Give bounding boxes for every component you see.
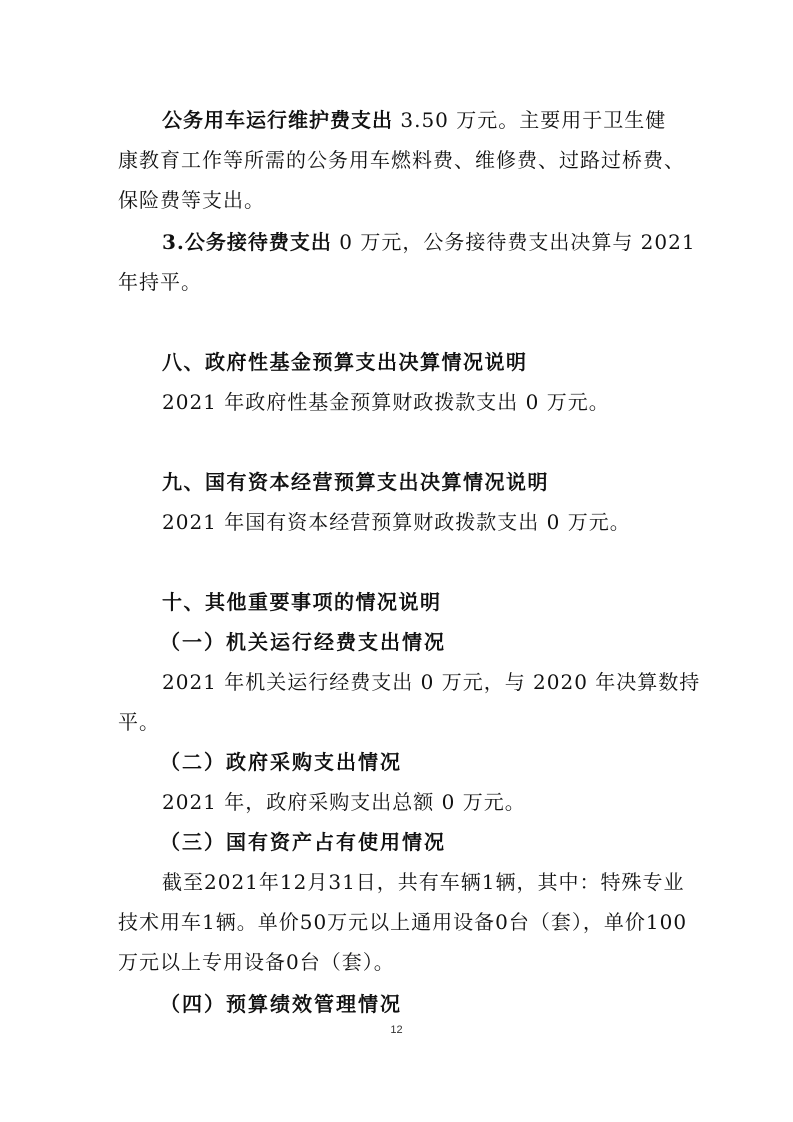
section-10-sub-3-line-1: 截至2021年12月31日，共有车辆1辆，其中：特殊专业 — [162, 870, 685, 894]
reception-line-1 — [162, 228, 696, 256]
section-10-sub-2-text: 2021 年，政府采购支出总额 0 万元。 — [162, 790, 526, 814]
section-9-heading: 九、国有资本经营预算支出决算情况说明 — [162, 470, 549, 494]
section-10-sub-2-heading: （二）政府采购支出情况 — [160, 750, 402, 774]
reception-text: 0 万元，公务接待费支出决算与 2021 — [331, 230, 696, 254]
vehicle-maintenance-label: 公务用车运行维护费支出 — [162, 108, 393, 132]
section-10-sub-1-heading: （一）机关运行经费支出情况 — [160, 630, 446, 654]
section-10-sub-4-heading: （四）预算绩效管理情况 — [160, 992, 402, 1016]
vehicle-maintenance-line-1 — [162, 106, 666, 134]
reception-label: 3.公务接待费支出 — [162, 230, 332, 254]
section-10-heading: 十、其他重要事项的情况说明 — [162, 590, 442, 614]
section-10-sub-3-heading: （三）国有资产占有使用情况 — [160, 830, 446, 854]
vehicle-maintenance-line-3: 保险费等支出。 — [118, 188, 265, 212]
section-10-sub-1-line-1: 2021 年机关运行经费支出 0 万元，与 2020 年决算数持 — [162, 670, 701, 694]
section-9-text: 2021 年国有资本经营预算财政拨款支出 0 万元。 — [162, 510, 631, 534]
vehicle-maintenance-text: 3.50 万元。主要用于卫生健 — [393, 108, 667, 132]
section-8-text: 2021 年政府性基金预算财政拨款支出 0 万元。 — [162, 390, 610, 414]
page-number: 12 — [390, 1024, 403, 1036]
section-10-sub-3-line-2: 技术用车1辆。单价50万元以上通用设备0台（套），单价100 — [118, 910, 688, 934]
section-10-sub-3-line-3: 万元以上专用设备0台（套）。 — [118, 950, 395, 974]
reception-line-2: 年持平。 — [118, 270, 202, 294]
section-10-sub-1-line-2: 平。 — [118, 710, 160, 734]
section-8-heading: 八、政府性基金预算支出决算情况说明 — [162, 350, 528, 374]
vehicle-maintenance-line-2: 康教育工作等所需的公务用车燃料费、维修费、过路过桥费、 — [118, 148, 685, 172]
